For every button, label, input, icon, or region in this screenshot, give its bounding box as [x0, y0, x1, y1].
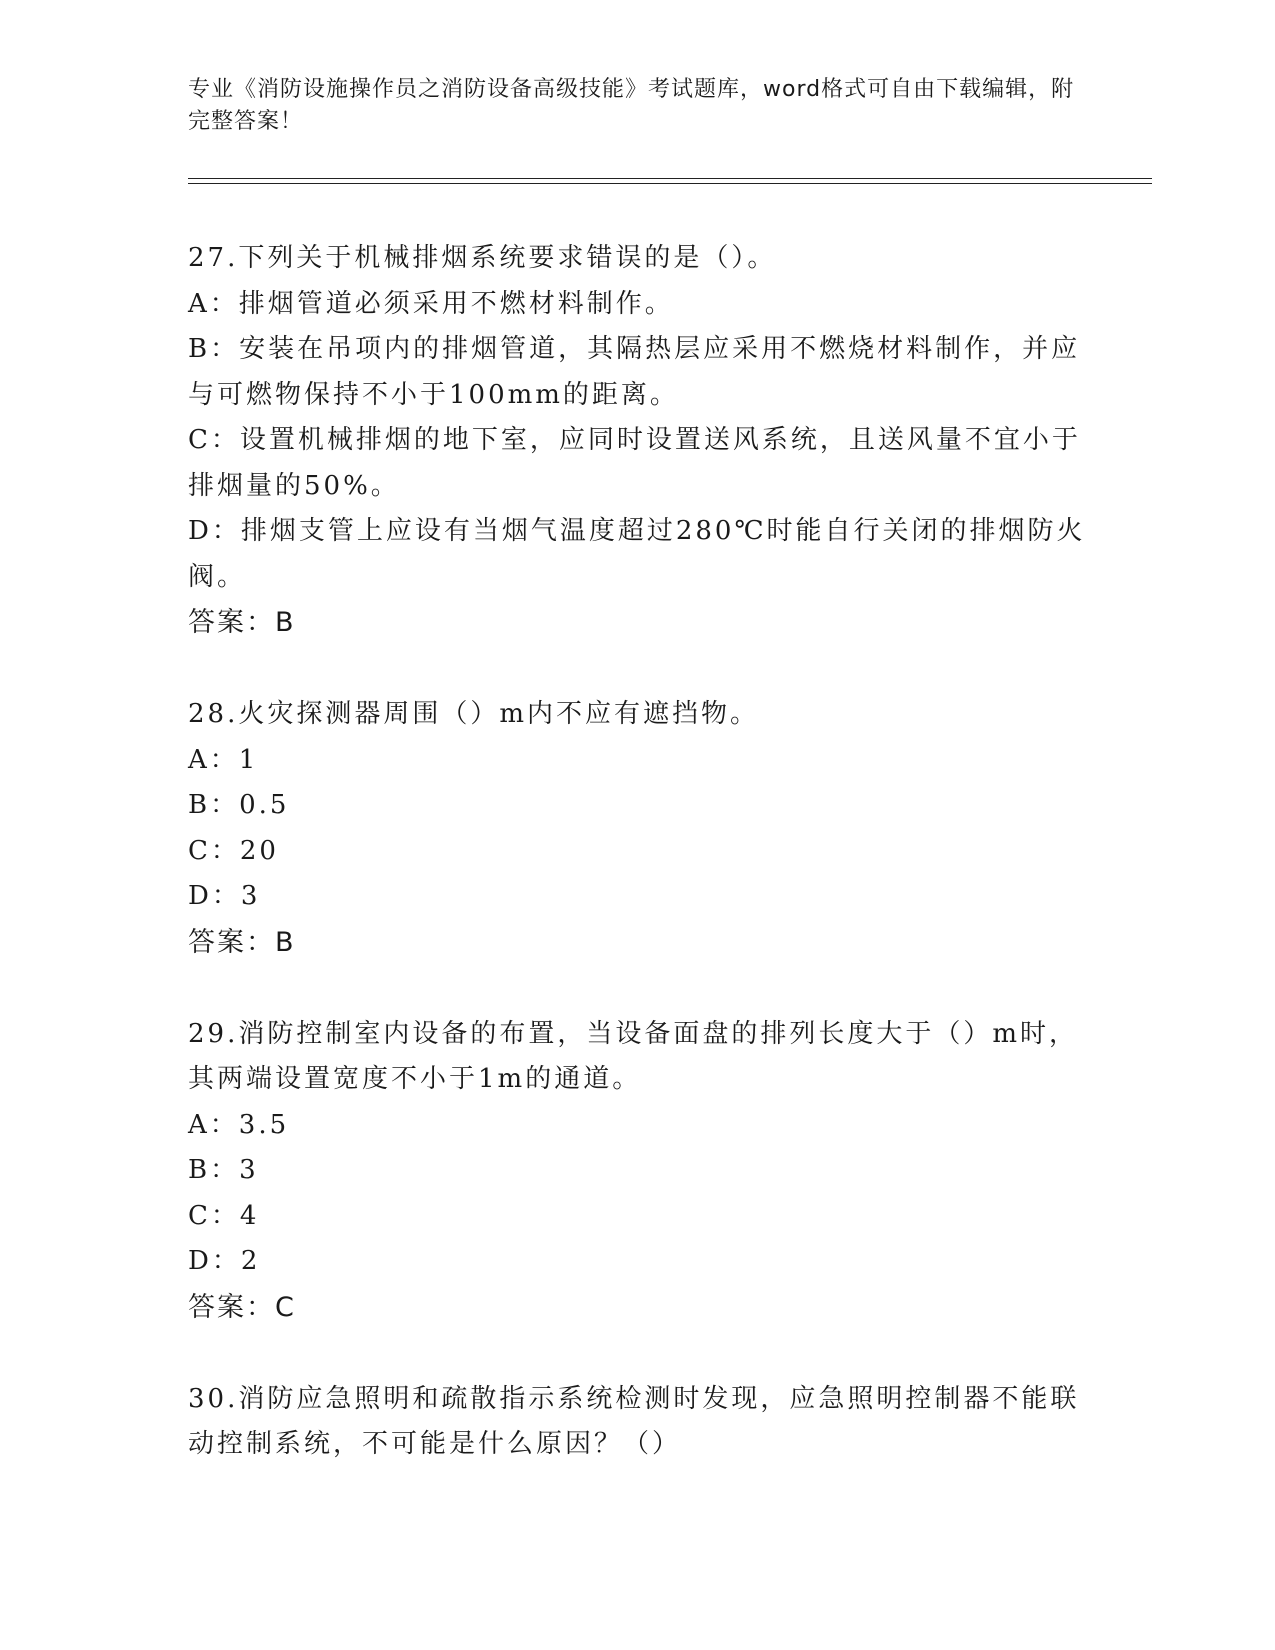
question-stem: 28.火灾探测器周围（）m内不应有遮挡物。 [188, 699, 760, 729]
answer-label: 答案：B [188, 926, 296, 958]
document-header: 专业《消防设施操作员之消防设备高级技能》考试题库，word格式可自由下载编辑，附完整答案！ [188, 77, 1075, 134]
question-stem: 29.消防控制室内设备的布置，当设备面盘的排列长度大于（）m时，其两端设置宽度不小于1m的通道。 [188, 1018, 1079, 1094]
answer-label: 答案：C [188, 1291, 296, 1323]
option-d: D：2 [188, 1246, 261, 1276]
question-27 [188, 236, 1088, 646]
option-b: B：安装在吊项内的排烟管道，其隔热层应采用不燃烧材料制作，并应与可燃物保持不小于100mm的距离。 [188, 334, 1081, 410]
option-c: C：设置机械排烟的地下室，应同时设置送风系统，且送风量不宜小于排烟量的50%。 [188, 425, 1081, 501]
option-c: C：20 [188, 835, 279, 866]
option-d: D：排烟支管上应设有当烟气温度超过280℃时能自行关闭的排烟防火阀。 [188, 516, 1086, 592]
option-c: C：4 [188, 1200, 260, 1231]
question-29 [188, 1012, 1088, 1331]
question-28 [188, 692, 1088, 966]
option-b: B：0.5 [188, 790, 290, 820]
answer-label: 答案：B [188, 607, 296, 638]
question-stem: 30.消防应急照明和疏散指示系统检测时发现，应急照明控制器不能联动控制系统，不可能是什么原因？（） [188, 1383, 1080, 1459]
header-rule-top [188, 178, 1152, 179]
header-rule-bottom [188, 183, 1152, 184]
question-stem: 27.下列关于机械排烟系统要求错误的是（）。 [188, 243, 777, 273]
option-b: B：3 [188, 1155, 259, 1185]
option-a: A：3.5 [188, 1109, 290, 1140]
question-list [188, 236, 1088, 1514]
option-d: D：3 [188, 881, 261, 911]
option-a: A：排烟管道必须采用不燃材料制作。 [188, 288, 674, 319]
option-a: A：1 [188, 744, 259, 775]
question-30 [188, 1377, 1088, 1468]
